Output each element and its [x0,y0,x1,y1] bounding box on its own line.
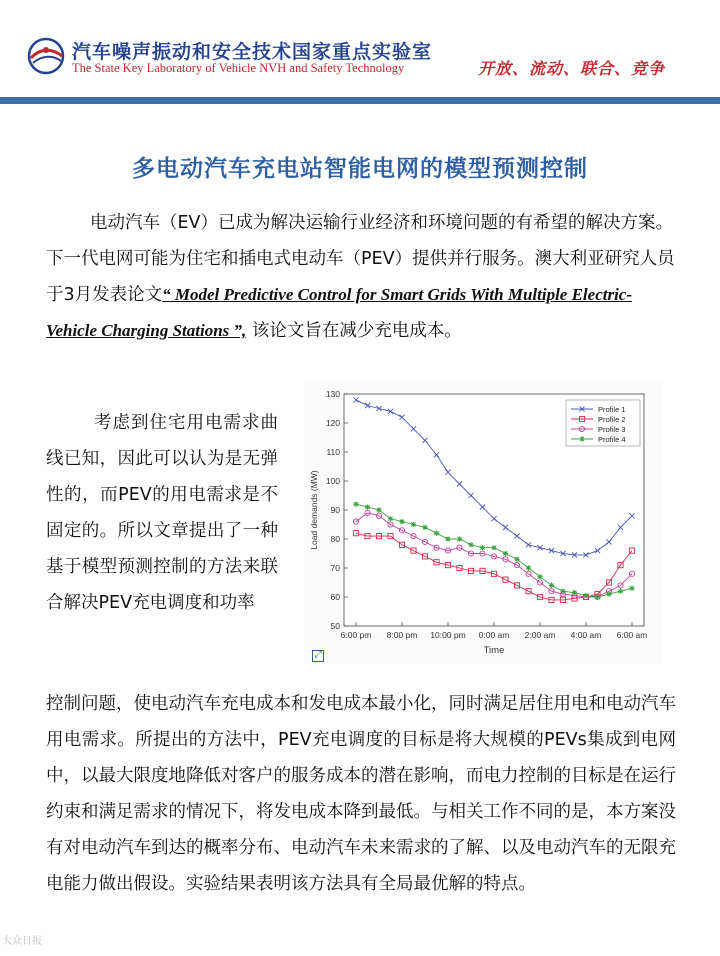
data-point [399,519,404,524]
y-tick-label: 60 [330,592,340,602]
data-point [606,592,611,597]
data-point [411,522,416,527]
x-axis-label: Time [483,645,505,656]
data-point [503,551,508,556]
x-tick-label: 10:00 pm [430,630,466,640]
watermark: 大众日报 [2,936,42,947]
data-point [376,507,381,512]
data-point [618,589,623,594]
data-point [572,590,577,595]
y-tick-label: 100 [325,476,340,486]
x-tick-label: 6:00 pm [340,630,372,640]
paragraph-intro [46,205,676,349]
load-demand-chart [304,380,662,664]
data-point [560,589,565,594]
data-point [537,574,542,579]
data-point [526,565,531,570]
x-tick-label: 6:00 am [616,630,648,640]
lab-logo-icon [26,36,66,76]
y-tick-label: 90 [330,505,340,515]
lab-motto: 开放、流动、联合、竞争 [478,59,666,78]
y-axis-label: Load demands (MW) [309,470,319,550]
y-tick-label: 110 [326,447,340,457]
legend-label: Profile 4 [598,435,626,444]
data-point [457,536,462,541]
page-header [0,0,720,104]
legend-label: Profile 2 [598,415,626,424]
data-point [514,557,519,562]
data-point [365,505,370,510]
x-tick-label: 8:00 pm [386,630,418,640]
y-tick-label: 50 [330,621,340,631]
data-point [468,542,473,547]
paragraph-method: 考虑到住宅用电需求曲线已知，因此可以认为是无弹性的，而PEV的用电需求是不固定的。所以文章提出了一种基于模型预测控制的方法来联合解决PEV充电调度和功率 [46,413,278,613]
y-tick-label: 130 [325,389,340,399]
lab-name-cn: 汽车噪声振动和安全技术国家重点实验室 [72,41,433,63]
data-point [480,545,485,550]
data-point [583,593,588,598]
x-tick-label: 2:00 am [524,630,556,640]
data-point [353,502,358,507]
data-point [388,516,393,521]
paper-title-link[interactable]: “ Model Predictive Control for Smart Grids With Multiple Electric-Vehicle Charging Stations ”, [46,285,633,340]
paragraph-results: 控制问题，使电动汽车充电成本和发电成本最小化，同时满足居住用电和电动汽车用电需求。所提出的方法中，PEV充电调度的目标是将大规模的PEVs集成到电网中，以最大限度地降低对客户的服务成本的潜在影响，而电力控制的目标是在运行约束和满足需求的情况下，将发电成本降到最低。与相关工作不同的是，本方案没有对电动汽车到达的概率分布、电动汽车未来需求的了解、以及电动汽车的无限充电能力做出假设。实验结果表明该方法具有全局最优解的特点。 [46,694,676,894]
data-point [434,531,439,536]
intro-text-end: 该论文旨在减少充电成本。 [246,321,462,341]
y-tick-label: 80 [330,534,340,544]
x-tick-label: 0:00 am [478,630,510,640]
data-point [445,536,450,541]
intro-text: 电动汽车（EV）已成为解决运输行业经济和环境问题的有希望的解决方案。下一代电网可能为住宅和插电式电动车（PEV）提供并行服务。澳大利亚研究人员于3月发表论文 [46,213,675,305]
data-point [491,545,496,550]
data-point [595,594,600,599]
data-point [549,583,554,588]
data-point [629,586,634,591]
lab-name-en: The State Key Laboratory of Vehicle NVH and Safety Technology [72,61,405,75]
y-tick-label: 120 [325,418,340,428]
legend-marker [579,436,584,441]
y-tick-label: 70 [330,563,340,573]
header-rule [0,97,720,104]
data-point [422,525,427,530]
article-title: 多电动汽车充电站智能电网的模型预测控制 [132,156,588,182]
legend-label: Profile 1 [598,405,626,414]
x-tick-label: 4:00 am [570,630,602,640]
expand-image-icon[interactable]: ⤢ [312,650,324,662]
legend-label: Profile 3 [598,425,626,434]
